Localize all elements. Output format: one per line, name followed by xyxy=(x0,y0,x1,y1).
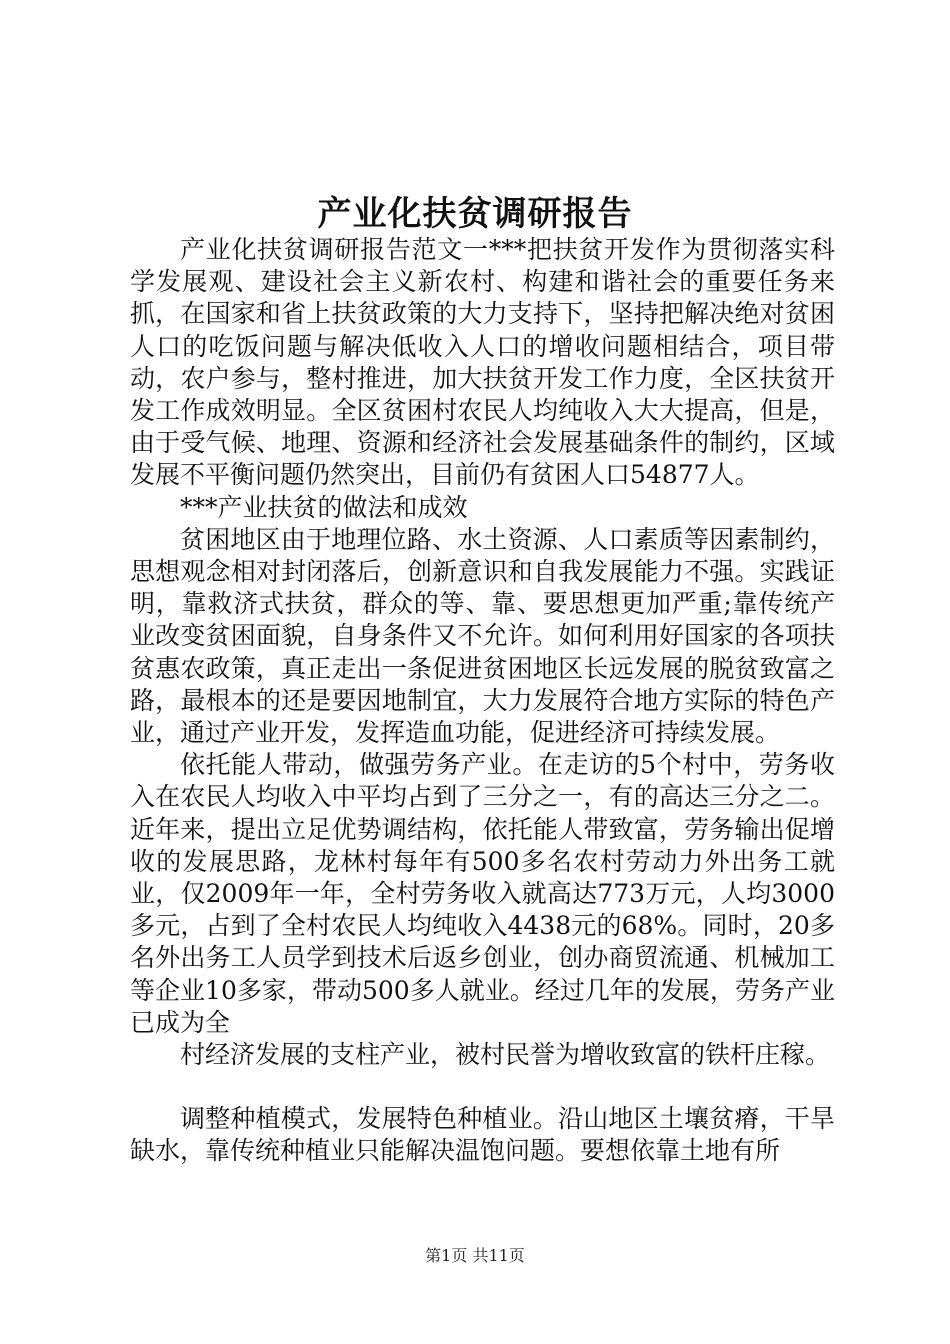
page-footer xyxy=(0,1243,950,1266)
page-number-label: 第1页 共11页 xyxy=(425,1246,525,1265)
paragraph-labor: 依托能人带动，做强劳务产业。在走访的5个村中，劳务收入在农民人均收入中平均占到了三分之一，有的高达三分之二。近年来，提出立足优势调结构，依托能人带致富，劳务输出促增收的发展思路，龙林村每年有500多名农村劳动力外出务工就业，仅2009年一年，全村劳务收入就高达773万元，人均3000多元，占到了全村农民人均纯收入4438元的68%。同时，20多名外出务工人员学到技术后返乡创业，创办商贸流通、机械加工等企业10多家，带动500多人就业。经过几年的发展，劳务产业已成为全 xyxy=(130,750,835,1037)
document-body xyxy=(130,234,835,1168)
section-heading: ***产业扶贫的做法和成效 xyxy=(180,492,468,522)
paragraph-intro: 产业化扶贫调研报告范文一***把扶贫开发作为贯彻落实科学发展观、建设社会主义新农村、构建和谐社会的重要任务来抓，在国家和省上扶贫政策的大力支持下，坚持把解决绝对贫困人口的吃饭问题与解决低收入人口的增收问题相结合，项目带动，农户参与，整村推进，加大扶贫开发工作力度，全区扶贫开发工作成效明显。全区贫困村农民人均纯收入大大提高，但是，由于受气候、地理、资源和经济社会发展基础条件的制约，区域发展不平衡问题仍然突出，目前仍有贫困人口54877人。 xyxy=(130,235,835,490)
paragraph-labor-continued: 村经济发展的支柱产业，被村民誉为增收致富的铁杆庄稼。 xyxy=(180,1040,831,1070)
paragraph-planting: 调整种植模式，发展特色种植业。沿山地区土壤贫瘠，干旱缺水，靠传统种植业只能解决温饱问题。要想依靠土地有所 xyxy=(130,1104,835,1166)
paragraph-background: 贫困地区由于地理位路、水土资源、人口素质等因素制约，思想观念相对封闭落后，创新意识和自我发展能力不强。实践证明，靠救济式扶贫，群众的等、靠、要思想更加严重;靠传统产业改变贫困面貌，自身条件又不允许。如何利用好国家的各项扶贫惠农政策，真正走出一条促进贫困地区长远发展的脱贫致富之路，最根本的还是要因地制宜，大力发展符合地方实际的特色产业，通过产业开发，发挥造血功能，促进经济可持续发展。 xyxy=(130,524,835,748)
document-title: 产业化扶贫调研报告 xyxy=(317,194,633,234)
